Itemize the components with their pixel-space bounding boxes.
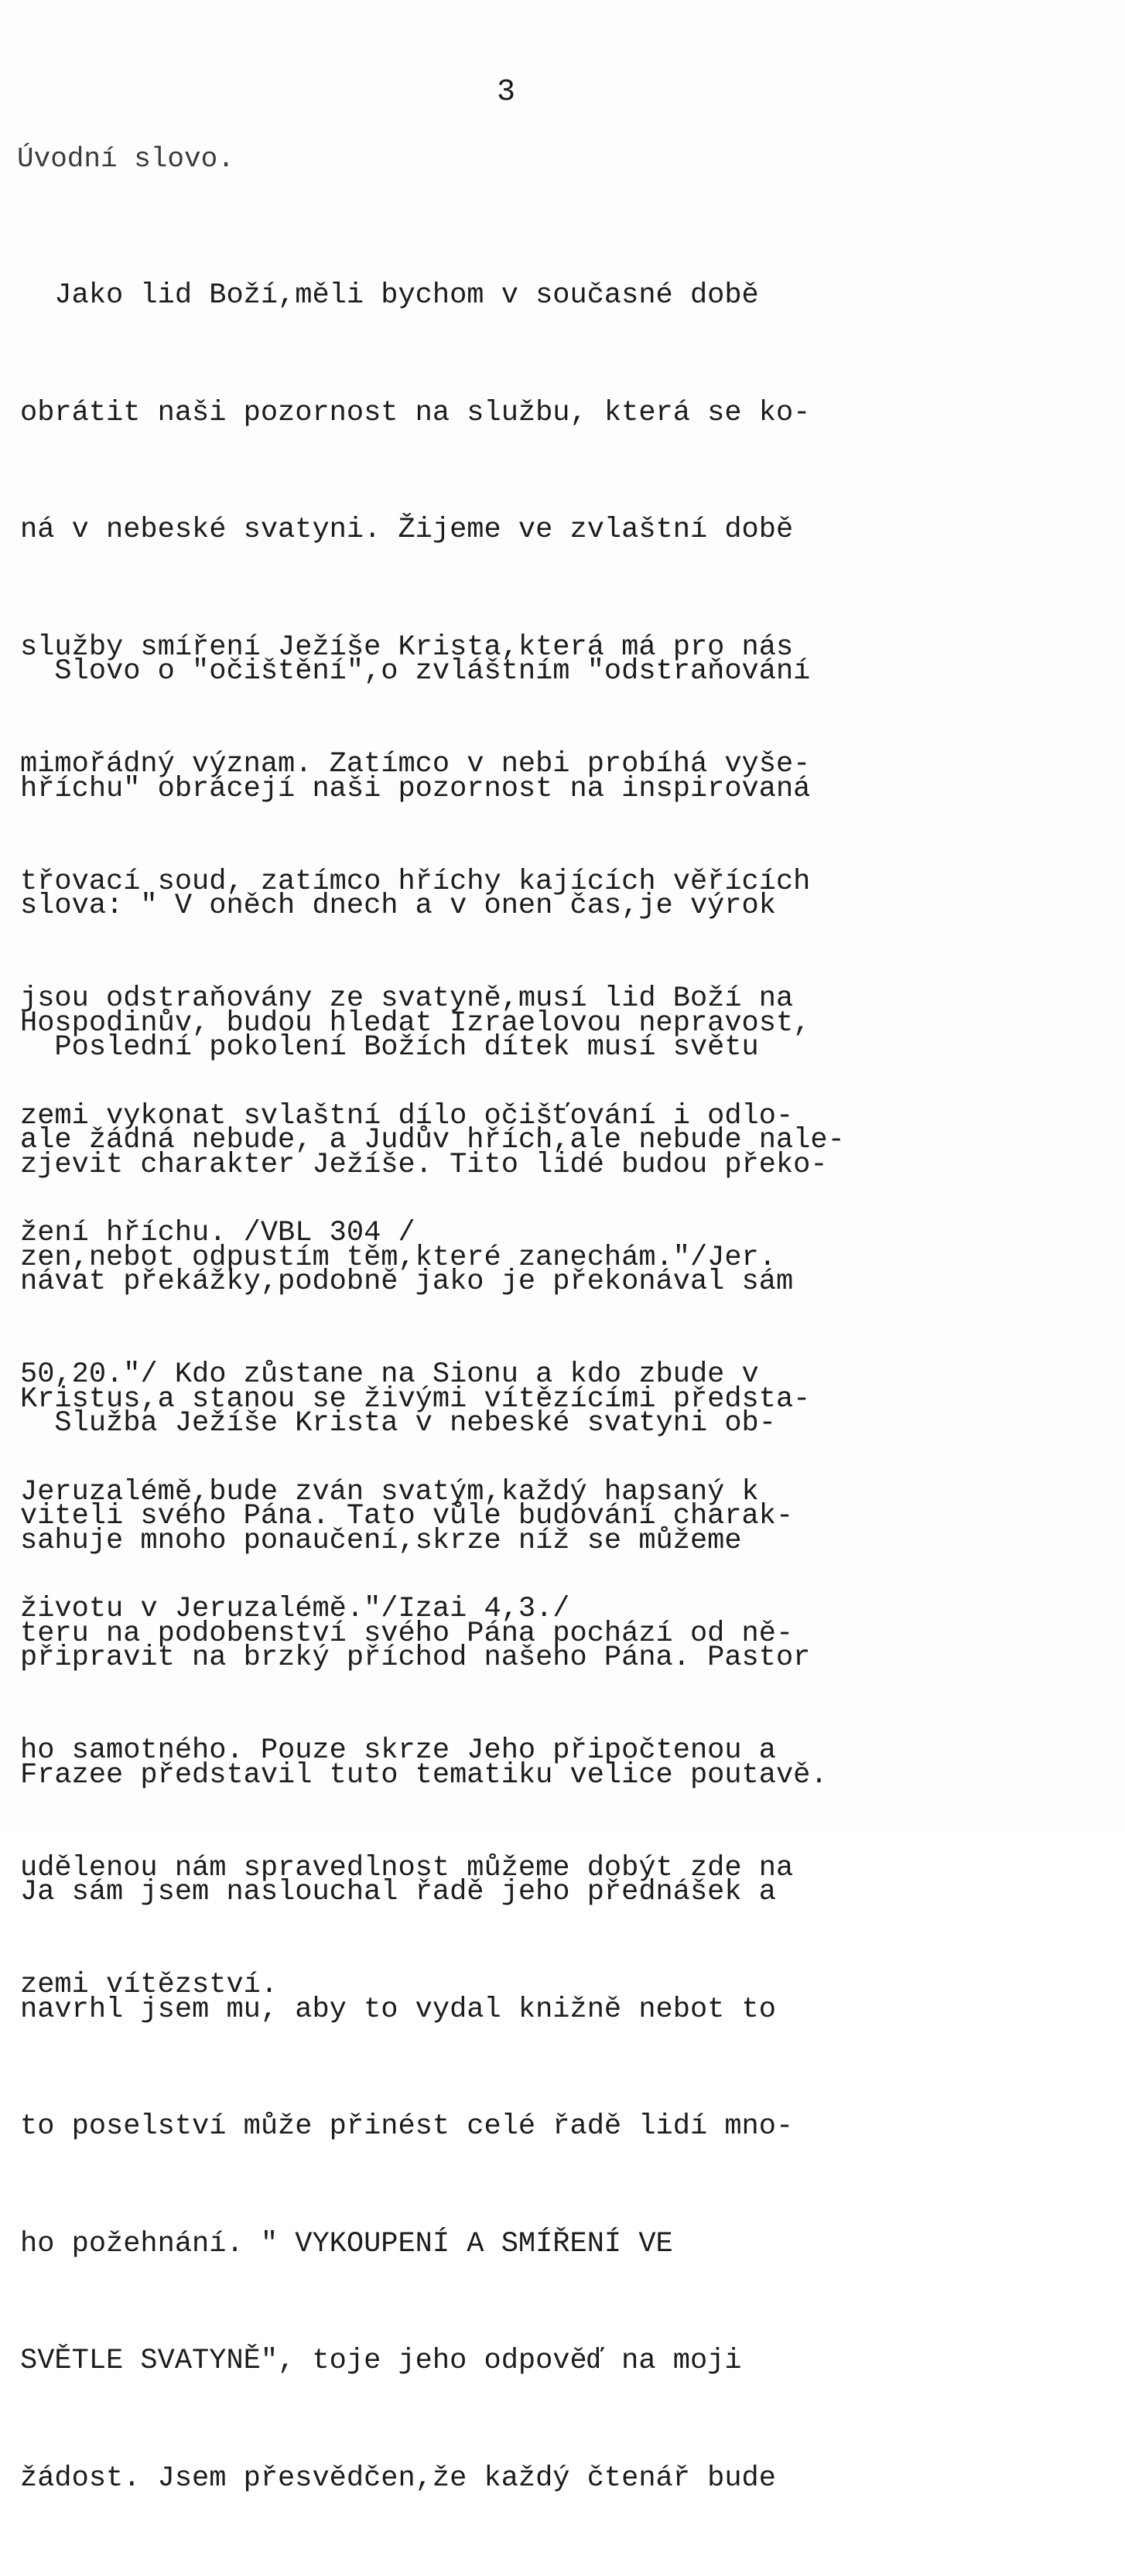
text-line: zjevit charakter Ježíše. Tito lidé budou překo-: [20, 1148, 828, 1181]
text-line: žení hříchu. /VBL 304 /: [20, 1217, 415, 1249]
text-line: udělenou nám spravedlnost můžeme dobýt zde na: [20, 1851, 794, 1884]
text-line: žádost. Jsem přesvědčen,že každý čtenář bude: [20, 2462, 776, 2495]
text-line: navrhl jsem mu, aby to vydal knižně nebot to: [20, 1993, 776, 2026]
text-line: teru na podobenství svého Pána pochází od ně-: [20, 1617, 794, 1650]
text-line: zemi vykonat svlaštní dílo očišťování i odlo-: [20, 1099, 794, 1133]
text-line: jsou odstraňovány ze svatyně,musí lid Boží na: [20, 982, 794, 1015]
text-line: ná v nebeské svatyni. Žijeme ve zvlaštní době: [20, 514, 794, 546]
text-line: Služba Ježíše Krista v nebeské svatyni ob-: [20, 1407, 776, 1440]
page-number: 3: [497, 75, 516, 110]
text-line: Jeruzalémě,bude zván svatým,každý hapsaný k: [20, 1475, 759, 1508]
text-line: slova: " V oněch dnech a v onen čas,je výrok: [20, 890, 776, 922]
text-line: mimořádný význam. Zatímco v nebi probíhá vyše-: [20, 748, 811, 781]
text-line: to poselství může přinést celé řadě lidí mno-: [20, 2110, 794, 2143]
text-line: Frazee představil tuto tematiku velice poutavě.: [20, 1758, 828, 1792]
text-line: Jako lid Boží,měli bychom v současné době: [20, 279, 759, 312]
text-line: Hospodinův, budou hledat Izraelovou nepravost,: [20, 1006, 811, 1040]
text-line: služby smíření Ježíše Krista,která má pro nás: [20, 630, 794, 664]
text-line: připravit na brzký příchod našeho Pána. Pastor: [20, 1642, 811, 1674]
text-line: sahuje mnoho ponaučení,skrze níž se můžeme: [20, 1524, 742, 1557]
section-heading: Úvodní slovo.: [17, 143, 234, 175]
text-line: ho požehnání. " VYKOUPENÍ A SMÍŘENÍ VE: [20, 2227, 673, 2260]
text-line: viteli svého Pána. Tato vůle budování charak-: [20, 1500, 794, 1532]
text-line: zemi vítězství.: [20, 1969, 279, 2001]
text-line: ale žádná nebude, a Judův hřích,ale nebude nale-: [20, 1124, 845, 1156]
text-line: životu v Jeruzalémě."/Izai 4,3./: [20, 1593, 570, 1625]
text-line: hříchu" obrácejí naši pozornost na inspirovaná: [20, 772, 811, 805]
text-line: Slovo o "očištění",o zvláštním "odstraňování: [20, 655, 811, 688]
text-line: třovací soud, zatímco hříchy kajících věřících: [20, 865, 811, 898]
paragraph-ministry: [20, 1326, 910, 2576]
text-line: obrátit naši pozornost na službu, která se ko-: [20, 396, 811, 429]
text-line: Kristus,a stanou se živými vítězícími předsta-: [20, 1382, 811, 1416]
text-line: Ja sám jsem naslouchal řadě jeho přednášek a: [20, 1876, 776, 1908]
text-line: Poslední pokolení Božích dítek musí světu: [20, 1031, 759, 1064]
text-line: zen,nebot odpustím těm,které zanechám."/Jer.: [20, 1241, 776, 1274]
text-line: ho samotného. Pouze skrze Jeho připočtenou a: [20, 1734, 776, 1767]
text-line: 50,20."/ Kdo zůstane na Sionu a kdo zbude v: [20, 1358, 759, 1391]
text-line: SVĚTLE SVATYNĚ", toje jeho odpověď na moji: [20, 2345, 742, 2377]
text-line: návat překážky,podobně jako je překonával sám: [20, 1266, 794, 1298]
